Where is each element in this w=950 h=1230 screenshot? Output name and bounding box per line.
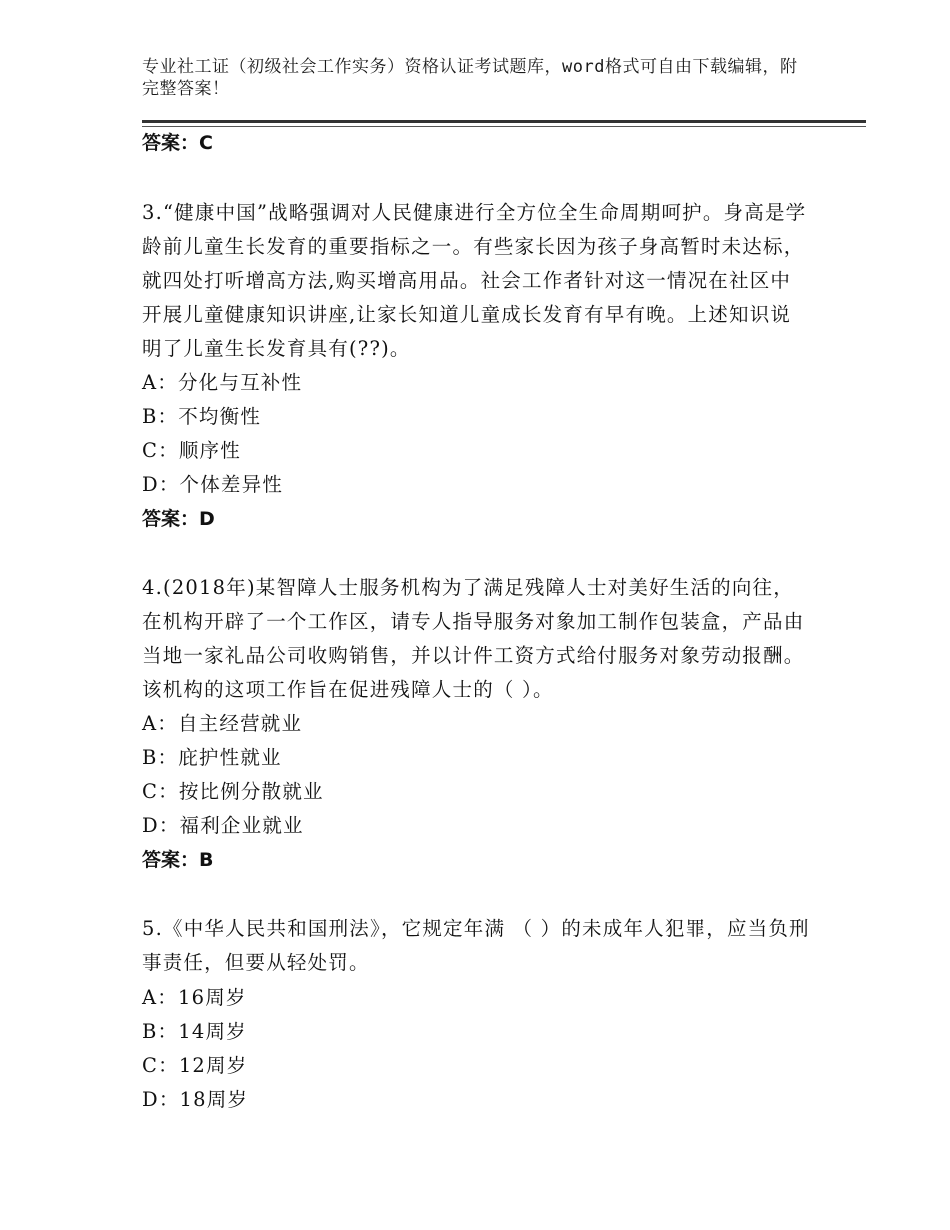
- question-5-option-b: B：14周岁: [142, 1020, 247, 1043]
- question-4-option-d: D：福利企业就业: [142, 814, 304, 837]
- question-4-stem: 4.(2018年)某智障人士服务机构为了满足残障人士对美好生活的向往，在机构开辟了一个工作区，请专人指导服务对象加工制作包装盒，产品由当地一家礼品公司收购销售，并以计件工资方式给付服务对象劳动报酬。该机构的这项工作旨在促进残障人士的（ ）。: [142, 576, 805, 701]
- question-3-answer: 答案：D: [142, 508, 215, 530]
- question-3-option-c: C：顺序性: [142, 439, 241, 462]
- header-rule-thin: [142, 126, 866, 127]
- question-5-option-c: C：12周岁: [142, 1054, 248, 1077]
- page-header: 专业社工证（初级社会工作实务）资格认证考试题库，word格式可自由下载编辑，附完整答案！: [142, 57, 798, 99]
- question-3-stem: 3.“健康中国”战略强调对人民健康进行全方位全生命周期呵护。身高是学龄前儿童生长发育的重要指标之一。有些家长因为孩子身高暂时未达标，就四处打听增高方法,购买增高用品。社会工作者针对这一情况在社区中开展儿童健康知识讲座,让家长知道儿童成长发育有早有晚。上述知识说明了儿童生长发育具有(??)。: [142, 201, 807, 360]
- question-4-option-c: C：按比例分散就业: [142, 780, 324, 803]
- question-5-stem: 5.《中华人民共和国刑法》，它规定年满 （ ）的未成年人犯罪，应当负刑事责任，但要从轻处罚。: [142, 917, 810, 974]
- question-4-answer: 答案：B: [142, 849, 214, 871]
- header-rule-thick: [142, 120, 866, 123]
- question-3-option-b: B：不均衡性: [142, 405, 262, 428]
- question-3-option-a: A：分化与互补性: [142, 371, 303, 394]
- question-5-option-a: A：16周岁: [142, 986, 247, 1009]
- question-5-option-d: D：18周岁: [142, 1088, 249, 1111]
- question-4-option-a: A：自主经营就业: [142, 712, 303, 735]
- answer-prev: 答案：C: [142, 132, 213, 154]
- question-4-option-b: B：庇护性就业: [142, 746, 282, 769]
- question-3-option-d: D：个体差异性: [142, 473, 284, 496]
